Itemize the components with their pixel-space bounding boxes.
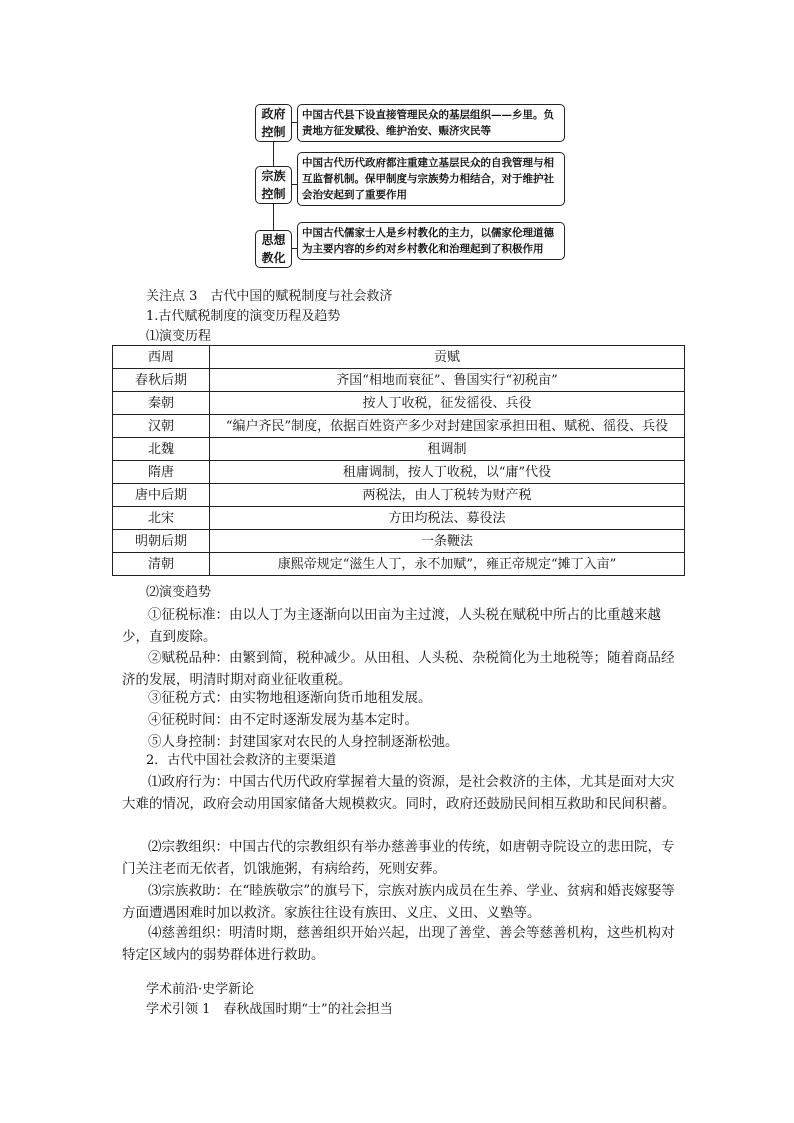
table-row — [113, 392, 685, 415]
trend-paragraph: ③征税方式：由实物地租逐渐向货币地租发展。 — [148, 690, 432, 706]
section-heading-1: 1.古代赋税制度的演变历程及趋势 — [146, 309, 341, 324]
desc-government-control: 中国古代县下设直接管理民众的基层组织——乡里。负责地方征发赋役、维护治安、赈济灾民等 — [297, 104, 565, 142]
table-row — [113, 553, 685, 576]
relief-paragraph: ⑴政府行为：中国古代历代政府掌握着大量的资源，是社会救济的主体，尤其是面对大灾大难的情况，政府会动用国家储备大规模救灾。同时，政府还鼓励民间相互救助和民间积蓄。 — [122, 774, 676, 812]
table-row — [113, 530, 685, 553]
table-row — [113, 369, 685, 392]
relief-paragraph: ⑶宗族救助：在“睦族敬宗”的旗号下，宗族对族内成员在生养、学业、贫病和婚丧嫁娶等方面遭遇困难时加以救济。家族往往设有族田、义庄、义田、义塾等。 — [122, 883, 675, 921]
era-cell: 春秋后期 — [113, 369, 210, 392]
policy-cell: 一条鞭法 — [210, 530, 685, 553]
policy-cell: 租庸调制，按人丁收税，以“庸”代役 — [210, 461, 685, 484]
label-government-control — [255, 104, 292, 142]
tax-evolution-table — [112, 345, 685, 576]
control-diagram — [252, 104, 572, 276]
policy-cell: 两税法，由人丁税转为财产税 — [210, 484, 685, 507]
policy-cell: 按人丁收税，征发徭役、兵役 — [210, 392, 685, 415]
label-ideological-education — [255, 230, 292, 268]
era-cell: 北魏 — [113, 438, 210, 461]
label-clan-control — [255, 166, 292, 204]
trend-paragraph: ①征税标准：由以人丁为主逐渐向以田亩为主过渡，人头税在赋税中所占的比重越来越少，直到废除。 — [122, 607, 661, 645]
era-cell: 唐中后期 — [113, 484, 210, 507]
label-line: 政府 — [261, 107, 286, 121]
table-row — [113, 346, 685, 369]
trend-paragraph: ②赋税品种：由繁到简，税种减少。从田租、人头税、杂税简化为土地税等；随着商品经济的发展，明清时期对商业征收重税。 — [122, 650, 675, 688]
focus-heading: 关注点 3 古代中国的赋税制度与社会救济 — [146, 289, 393, 304]
academic-lead-heading: 学术引领 1 春秋战国时期“士”的社会担当 — [146, 1002, 393, 1017]
policy-cell: “编户齐民”制度，依据百姓资产多少对封建国家承担田租、赋税、徭役、兵役 — [210, 415, 685, 438]
era-cell: 汉朝 — [113, 415, 210, 438]
label-line: 思想 — [261, 233, 286, 247]
frontier-heading: 学术前沿·史学新论 — [146, 982, 255, 997]
trend-paragraph: ④征税时间：由不定时逐渐发展为基本定时。 — [148, 712, 418, 728]
policy-cell: 齐国“相地而衰征”、鲁国实行“初税亩” — [210, 369, 685, 392]
relief-paragraph: ⑷慈善组织：明清时期，慈善组织开始兴起，出现了善堂、善会等慈善机构，这些机构对特定区域内的弱势群体进行救助。 — [122, 925, 675, 963]
label-line: 宗族 — [261, 169, 286, 183]
table-row — [113, 461, 685, 484]
policy-cell: 贡赋 — [210, 346, 685, 369]
table-row — [113, 484, 685, 507]
subheading-evolution: ⑴演变历程 — [146, 329, 212, 344]
table-row — [113, 438, 685, 461]
trend-paragraph: ⑤人身控制：封建国家对农民的人身控制逐渐松弛。 — [148, 734, 459, 750]
label-line: 控制 — [261, 187, 286, 201]
label-line: 教化 — [261, 251, 286, 265]
era-cell: 隋唐 — [113, 461, 210, 484]
table-row — [113, 415, 685, 438]
section-heading-2: 2．古代中国社会救济的主要渠道 — [146, 753, 337, 768]
era-cell: 西周 — [113, 346, 210, 369]
policy-cell: 方田均税法、募役法 — [210, 507, 685, 530]
era-cell: 明朝后期 — [113, 530, 210, 553]
table-row — [113, 507, 685, 530]
desc-ideological-education: 中国古代儒家士人是乡村教化的主力，以儒家伦理道德为主要内容的乡约对乡村教化和治理起到了积极作用 — [297, 222, 565, 260]
relief-paragraph: ⑵宗教组织：中国古代的宗教组织有举办慈善事业的传统，如唐朝寺院设立的悲田院，专门关注老而无依者，饥饿施粥，有病给药，死则安葬。 — [122, 839, 675, 877]
era-cell: 北宋 — [113, 507, 210, 530]
era-cell: 清朝 — [113, 553, 210, 576]
subheading-trends: ⑵演变趋势 — [146, 585, 212, 600]
policy-cell: 康熙帝规定“滋生人丁，永不加赋”，雍正帝规定“摊丁入亩” — [210, 553, 685, 576]
label-line: 控制 — [261, 125, 286, 139]
era-cell: 秦朝 — [113, 392, 210, 415]
desc-clan-control: 中国古代历代政府都注重建立基层民众的自我管理与相互监督机制。保甲制度与宗族势力相结合，对于维护社会治安起到了重要作用 — [297, 152, 565, 206]
policy-cell: 租调制 — [210, 438, 685, 461]
